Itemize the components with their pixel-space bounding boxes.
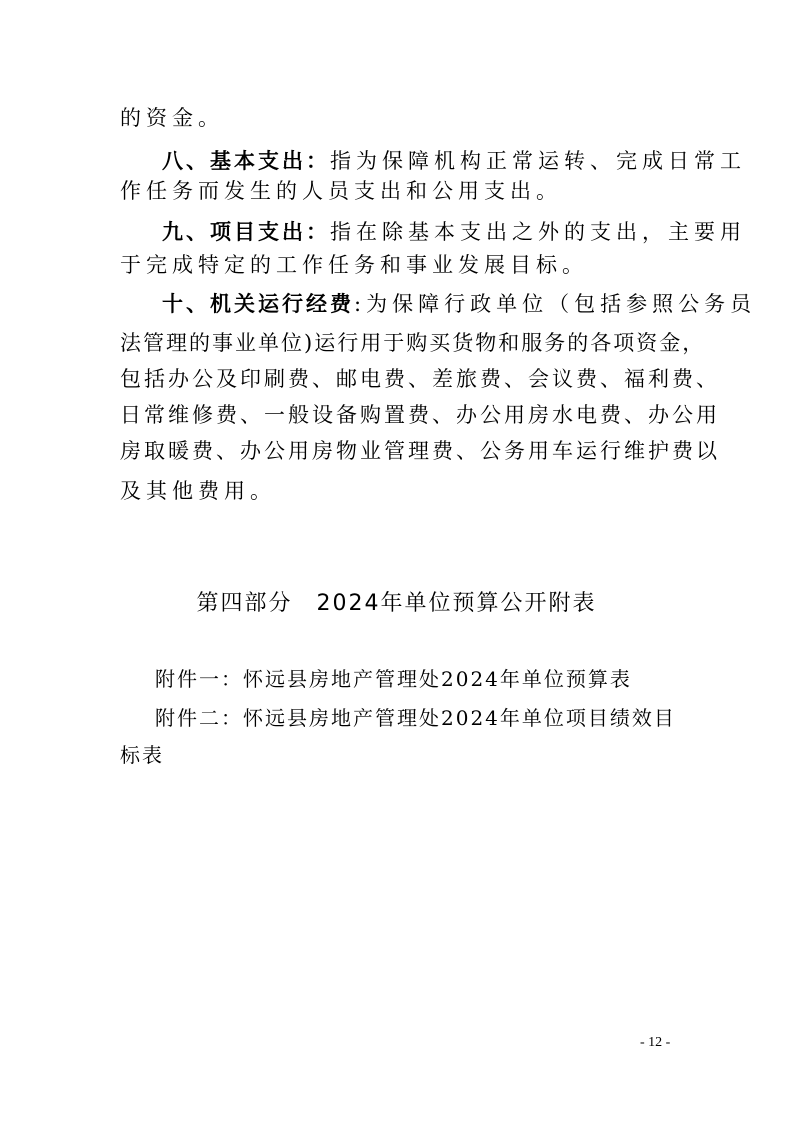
attachment-2-continued: 标表 — [120, 743, 164, 767]
text-line-7: 法管理的事业单位)运行用于购买货物和服务的各项资金， — [120, 331, 706, 355]
attachment-1: 附件一：怀远县房地产管理处2024年单位预算表 — [155, 667, 632, 691]
item-9 — [162, 217, 746, 247]
text-line-5: 于完成特定的工作任务和事业发展目标。 — [120, 253, 588, 277]
attachment-2: 附件二：怀远县房地产管理处2024年单位项目绩效目 — [155, 706, 676, 730]
page-number: - 12 - — [640, 1035, 671, 1050]
section-heading: 第四部分 2024年单位预算公开附表 — [196, 591, 597, 616]
text-line-3: 作任务而发生的人员支出和公用支出。 — [120, 179, 562, 203]
text-line-1: 的资金。 — [120, 106, 224, 130]
item-8 — [162, 146, 746, 176]
text-line-8: 包括办公及印刷费、邮电费、差旅费、会议费、福利费、 — [120, 367, 720, 391]
item-9-text: 指在除基本支出之外的支出，主要用 — [330, 220, 746, 244]
item-10 — [162, 289, 756, 319]
item-10-title: 十、机关运行经费 — [162, 292, 354, 316]
item-8-title: 八、基本支出： — [162, 149, 330, 173]
item-8-text: 指为保障机构正常运转、完成日常工 — [330, 149, 746, 173]
text-line-11: 及其他费用。 — [120, 479, 276, 503]
item-10-text: :为保障行政单位（包括参照公务员 — [354, 292, 757, 316]
text-line-10: 房取暖费、办公用房物业管理费、公务用车运行维护费以 — [120, 439, 720, 463]
item-9-title: 九、项目支出： — [162, 220, 330, 244]
text-line-9: 日常维修费、一般设备购置费、办公用房水电费、办公用 — [120, 403, 720, 427]
